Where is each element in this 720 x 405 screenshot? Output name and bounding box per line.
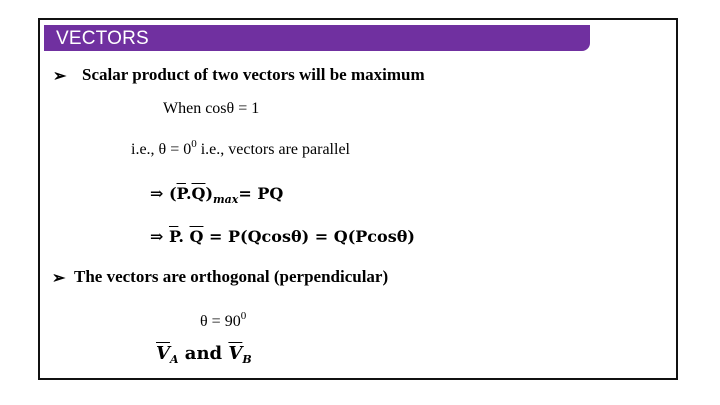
subscript-b: B bbox=[242, 353, 252, 366]
vector-q-2: $\overline{Q}$ bbox=[189, 227, 204, 246]
slide-title: VECTORS bbox=[56, 28, 149, 49]
ie-theta-zero: i.e., θ = 0 bbox=[131, 141, 192, 158]
vector-p: $\overline{P}$ bbox=[176, 184, 186, 203]
arrow-bullet-icon: ➢ bbox=[52, 270, 66, 287]
vector-p-2: $\overline{P}$ bbox=[168, 227, 179, 246]
vector-q: $\overline{Q}$ bbox=[191, 184, 206, 203]
vector-v-a: $\overline{V}$ bbox=[156, 343, 170, 364]
ninety-degree-sup: 0 bbox=[240, 310, 247, 322]
va-and-vb bbox=[156, 343, 252, 366]
theta-ninety bbox=[200, 310, 246, 331]
equals-pq: = PQ bbox=[238, 184, 284, 203]
maximum-statement: Scalar product of two vectors will be maximum bbox=[82, 65, 425, 84]
dot-product-expansion bbox=[150, 227, 415, 246]
when-cos-condition: When cosθ = 1 bbox=[163, 100, 260, 117]
orthogonal-statement: The vectors are orthogonal (perpendicular) bbox=[74, 267, 389, 286]
and-word: and bbox=[178, 343, 229, 364]
degree-sup: 0 bbox=[191, 138, 197, 150]
expansion-tail: = P(Qcosθ) = Q(Pcosθ) bbox=[203, 227, 415, 246]
implies-symbol-2: ⇒ bbox=[150, 227, 169, 246]
max-dot-product-equation bbox=[150, 184, 283, 206]
implies-symbol-1: ⇒ ( bbox=[150, 184, 177, 203]
dot-op-1: . bbox=[185, 184, 192, 203]
max-subscript: max bbox=[213, 193, 239, 206]
ie-parallel-line bbox=[131, 138, 350, 159]
vector-v-b: $\overline{V}$ bbox=[228, 343, 243, 364]
ie-parallel-tail: i.e., vectors are parallel bbox=[196, 141, 350, 158]
subscript-a: A bbox=[169, 353, 179, 366]
dot-op-2: . bbox=[178, 227, 190, 246]
theta-ninety-text: θ = 90 bbox=[200, 313, 241, 330]
close-paren: ) bbox=[205, 184, 214, 203]
arrow-bullet-icon: ➢ bbox=[53, 68, 67, 85]
